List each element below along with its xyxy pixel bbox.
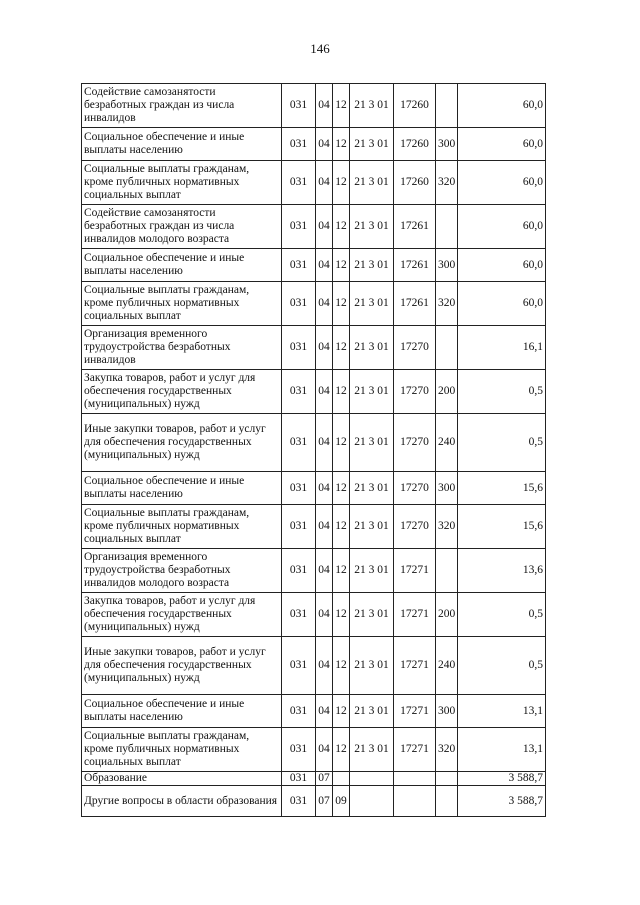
expense-type: 320 [436,505,458,549]
item-name: Социальные выплаты гражданам, кроме публичных нормативных социальных выплат [82,161,282,205]
item-name: Социальное обеспечение и иные выплаты населению [82,249,282,282]
admin-code: 031 [282,772,316,786]
subsection-code: 12 [333,728,350,772]
subsection-code: 12 [333,205,350,249]
amount: 15,6 [458,505,546,549]
section-code: 04 [316,370,333,414]
table-row [82,772,546,786]
admin-code: 031 [282,593,316,637]
expense-code: 17271 [394,637,436,695]
admin-code: 031 [282,161,316,205]
item-name: Социальное обеспечение и иные выплаты населению [82,472,282,505]
amount: 16,1 [458,326,546,370]
expense-type [436,549,458,593]
amount: 0,5 [458,593,546,637]
admin-code: 031 [282,282,316,326]
table-row [82,370,546,414]
expense-type: 200 [436,370,458,414]
program-code [350,786,394,817]
program-code: 21 3 01 [350,728,394,772]
item-name: Содействие самозанятости безработных граждан из числа инвалидов молодого возраста [82,205,282,249]
amount: 15,6 [458,472,546,505]
subsection-code: 12 [333,326,350,370]
item-name: Социальное обеспечение и иные выплаты населению [82,695,282,728]
amount: 60,0 [458,161,546,205]
program-code [350,772,394,786]
subsection-code: 12 [333,637,350,695]
expense-type: 240 [436,637,458,695]
section-code: 04 [316,326,333,370]
item-name: Организация временного трудоустройства безработных инвалидов [82,326,282,370]
admin-code: 031 [282,326,316,370]
subsection-code: 12 [333,84,350,128]
section-code: 04 [316,549,333,593]
program-code: 21 3 01 [350,637,394,695]
expense-type [436,326,458,370]
amount: 60,0 [458,282,546,326]
expense-code: 17260 [394,128,436,161]
item-name: Социальные выплаты гражданам, кроме публичных нормативных социальных выплат [82,505,282,549]
amount: 3 588,7 [458,786,546,817]
program-code: 21 3 01 [350,593,394,637]
table-row [82,161,546,205]
table-row [82,472,546,505]
expense-code: 17271 [394,593,436,637]
admin-code: 031 [282,370,316,414]
section-code: 04 [316,161,333,205]
expense-type: 320 [436,282,458,326]
section-code: 04 [316,282,333,326]
table-row [82,249,546,282]
section-code: 07 [316,786,333,817]
item-name: Социальное обеспечение и иные выплаты населению [82,128,282,161]
item-name: Социальные выплаты гражданам, кроме публичных нормативных социальных выплат [82,728,282,772]
expense-code [394,772,436,786]
section-code: 04 [316,205,333,249]
expense-type [436,84,458,128]
admin-code: 031 [282,84,316,128]
expense-type: 300 [436,695,458,728]
program-code: 21 3 01 [350,205,394,249]
admin-code: 031 [282,637,316,695]
expense-code: 17270 [394,370,436,414]
item-name: Социальные выплаты гражданам, кроме публичных нормативных социальных выплат [82,282,282,326]
table-row [82,128,546,161]
expense-code: 17270 [394,472,436,505]
amount: 60,0 [458,249,546,282]
table-row [82,505,546,549]
admin-code: 031 [282,728,316,772]
section-code: 04 [316,505,333,549]
section-code: 04 [316,128,333,161]
expense-code: 17271 [394,549,436,593]
expense-code: 17271 [394,728,436,772]
expense-code: 17261 [394,282,436,326]
table-row [82,637,546,695]
amount: 60,0 [458,84,546,128]
subsection-code: 12 [333,695,350,728]
amount: 0,5 [458,370,546,414]
program-code: 21 3 01 [350,249,394,282]
program-code: 21 3 01 [350,128,394,161]
admin-code: 031 [282,786,316,817]
expense-type: 320 [436,728,458,772]
table-row [82,282,546,326]
expense-code: 17260 [394,161,436,205]
expense-code: 17261 [394,205,436,249]
amount: 60,0 [458,205,546,249]
admin-code: 031 [282,414,316,472]
program-code: 21 3 01 [350,326,394,370]
expense-code: 17271 [394,695,436,728]
expense-code [394,786,436,817]
item-name: Закупка товаров, работ и услуг для обеспечения государственных (муниципальных) нужд [82,370,282,414]
subsection-code: 12 [333,161,350,205]
admin-code: 031 [282,128,316,161]
table-row [82,549,546,593]
amount: 0,5 [458,414,546,472]
table-row [82,593,546,637]
subsection-code: 12 [333,282,350,326]
table-row [82,695,546,728]
section-code: 07 [316,772,333,786]
table-row [82,205,546,249]
subsection-code: 12 [333,549,350,593]
subsection-code: 12 [333,472,350,505]
program-code: 21 3 01 [350,695,394,728]
expense-code: 17270 [394,505,436,549]
item-name: Другие вопросы в области образования [82,786,282,817]
program-code: 21 3 01 [350,370,394,414]
table-row [82,728,546,772]
section-code: 04 [316,593,333,637]
item-name: Организация временного трудоустройства безработных инвалидов молодого возраста [82,549,282,593]
section-code: 04 [316,695,333,728]
amount: 3 588,7 [458,772,546,786]
section-code: 04 [316,249,333,282]
subsection-code: 12 [333,128,350,161]
expense-code: 17270 [394,326,436,370]
page-number: 146 [310,41,330,56]
admin-code: 031 [282,205,316,249]
program-code: 21 3 01 [350,472,394,505]
program-code: 21 3 01 [350,282,394,326]
expense-type [436,205,458,249]
item-name: Закупка товаров, работ и услуг для обеспечения государственных (муниципальных) нужд [82,593,282,637]
expense-type: 300 [436,128,458,161]
subsection-code [333,772,350,786]
item-name: Образование [82,772,282,786]
program-code: 21 3 01 [350,84,394,128]
amount: 60,0 [458,128,546,161]
section-code: 04 [316,472,333,505]
item-name: Иные закупки товаров, работ и услуг для обеспечения государственных (муниципальных) нужд [82,637,282,695]
section-code: 04 [316,414,333,472]
expense-code: 17260 [394,84,436,128]
expense-type: 200 [436,593,458,637]
section-code: 04 [316,84,333,128]
admin-code: 031 [282,695,316,728]
expense-type [436,772,458,786]
expense-type: 320 [436,161,458,205]
expense-type: 300 [436,472,458,505]
expense-type: 240 [436,414,458,472]
subsection-code: 12 [333,370,350,414]
subsection-code: 12 [333,593,350,637]
table-row [82,786,546,817]
table-row [82,326,546,370]
amount: 13,1 [458,695,546,728]
expense-code: 17261 [394,249,436,282]
admin-code: 031 [282,472,316,505]
budget-table [81,83,546,817]
item-name: Иные закупки товаров, работ и услуг для обеспечения государственных (муниципальных) нужд [82,414,282,472]
admin-code: 031 [282,505,316,549]
program-code: 21 3 01 [350,549,394,593]
subsection-code: 12 [333,414,350,472]
subsection-code: 12 [333,505,350,549]
amount: 0,5 [458,637,546,695]
expense-type [436,786,458,817]
table-row [82,84,546,128]
section-code: 04 [316,728,333,772]
subsection-code: 12 [333,249,350,282]
admin-code: 031 [282,549,316,593]
subsection-code: 09 [333,786,350,817]
program-code: 21 3 01 [350,161,394,205]
admin-code: 031 [282,249,316,282]
table-row [82,414,546,472]
amount: 13,6 [458,549,546,593]
section-code: 04 [316,637,333,695]
expense-type: 300 [436,249,458,282]
program-code: 21 3 01 [350,414,394,472]
program-code: 21 3 01 [350,505,394,549]
item-name: Содействие самозанятости безработных граждан из числа инвалидов [82,84,282,128]
amount: 13,1 [458,728,546,772]
expense-code: 17270 [394,414,436,472]
